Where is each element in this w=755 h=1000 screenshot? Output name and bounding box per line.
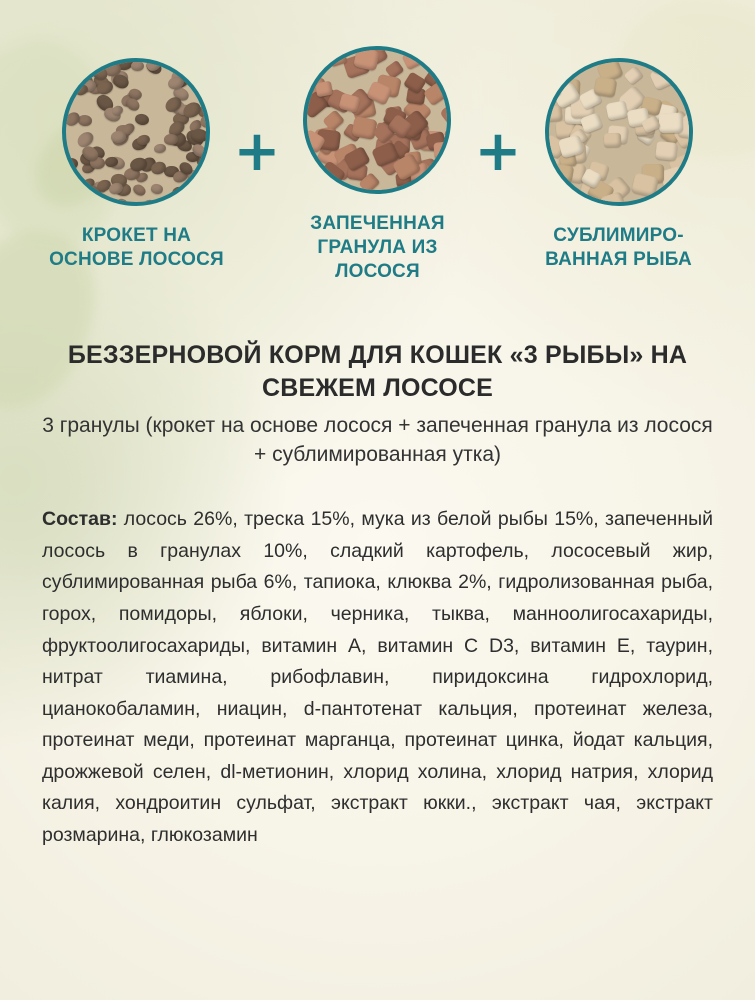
ingredient-block-1 (42, 58, 231, 272)
ingredient-caption-1: КРОКЕТ НА ОСНОВЕ ЛОСОСЯ (49, 224, 224, 270)
composition-paragraph (42, 504, 713, 851)
plus-separator-icon: + (474, 118, 522, 184)
page-title: БЕЗЗЕРНОВОЙ КОРМ ДЛЯ КОШЕК «3 РЫБЫ» НА СВЕЖЕМ ЛОСОСЕ (67, 341, 688, 402)
ingredient-circles-row (42, 0, 713, 283)
kibble-cube-light-icon (545, 58, 693, 206)
page-subtitle: 3 гранулы (крокет на основе лосося + запеченная гранула из лосося + сублимированная утка) (42, 414, 713, 467)
composition-label: Состав: (42, 508, 118, 531)
ingredient-caption-2: ЗАПЕЧЕННАЯ ГРАНУЛА ИЗ ЛОСОСЯ (310, 213, 445, 282)
kibble-round-dark-icon (62, 58, 210, 206)
ingredient-caption-3: СУБЛИМИРО- ВАННАЯ РЫБА (545, 224, 692, 270)
kibble-cube-medium-icon (303, 46, 451, 194)
plus-separator-icon: + (233, 118, 281, 184)
ingredient-block-3 (524, 58, 713, 272)
ingredient-block-2 (283, 46, 472, 283)
composition-text: лосось 26%, треска 15%, мука из белой рыбы 15%, запеченный лосось в гранулах 10%, сладкий картофель, лососевый жир, сублимированная рыба 6%, тапиока, клюква 2%, гидролизованная рыба, горох, помидоры, яблоки, черника, тыква, манноолигосахариды, фруктоолигосахариды, витамин А, витамин С D3, витамин Е, таурин, нитрат тиамина, рибофлавин, пиридоксина гидрохлорид, цианокобаламин, ниацин, d-пантотенат кальция, протеинат железа, протеинат меди, протеинат марганца, протеинат цинка, йодат кальция, дрожжевой селен, dl-метионин, хлорид холина, хлорид натрия, хлорид калия, хондроитин сульфат, экстракт юкки., экстракт чая, экстракт розмарина, глюкозамин (42, 508, 713, 846)
